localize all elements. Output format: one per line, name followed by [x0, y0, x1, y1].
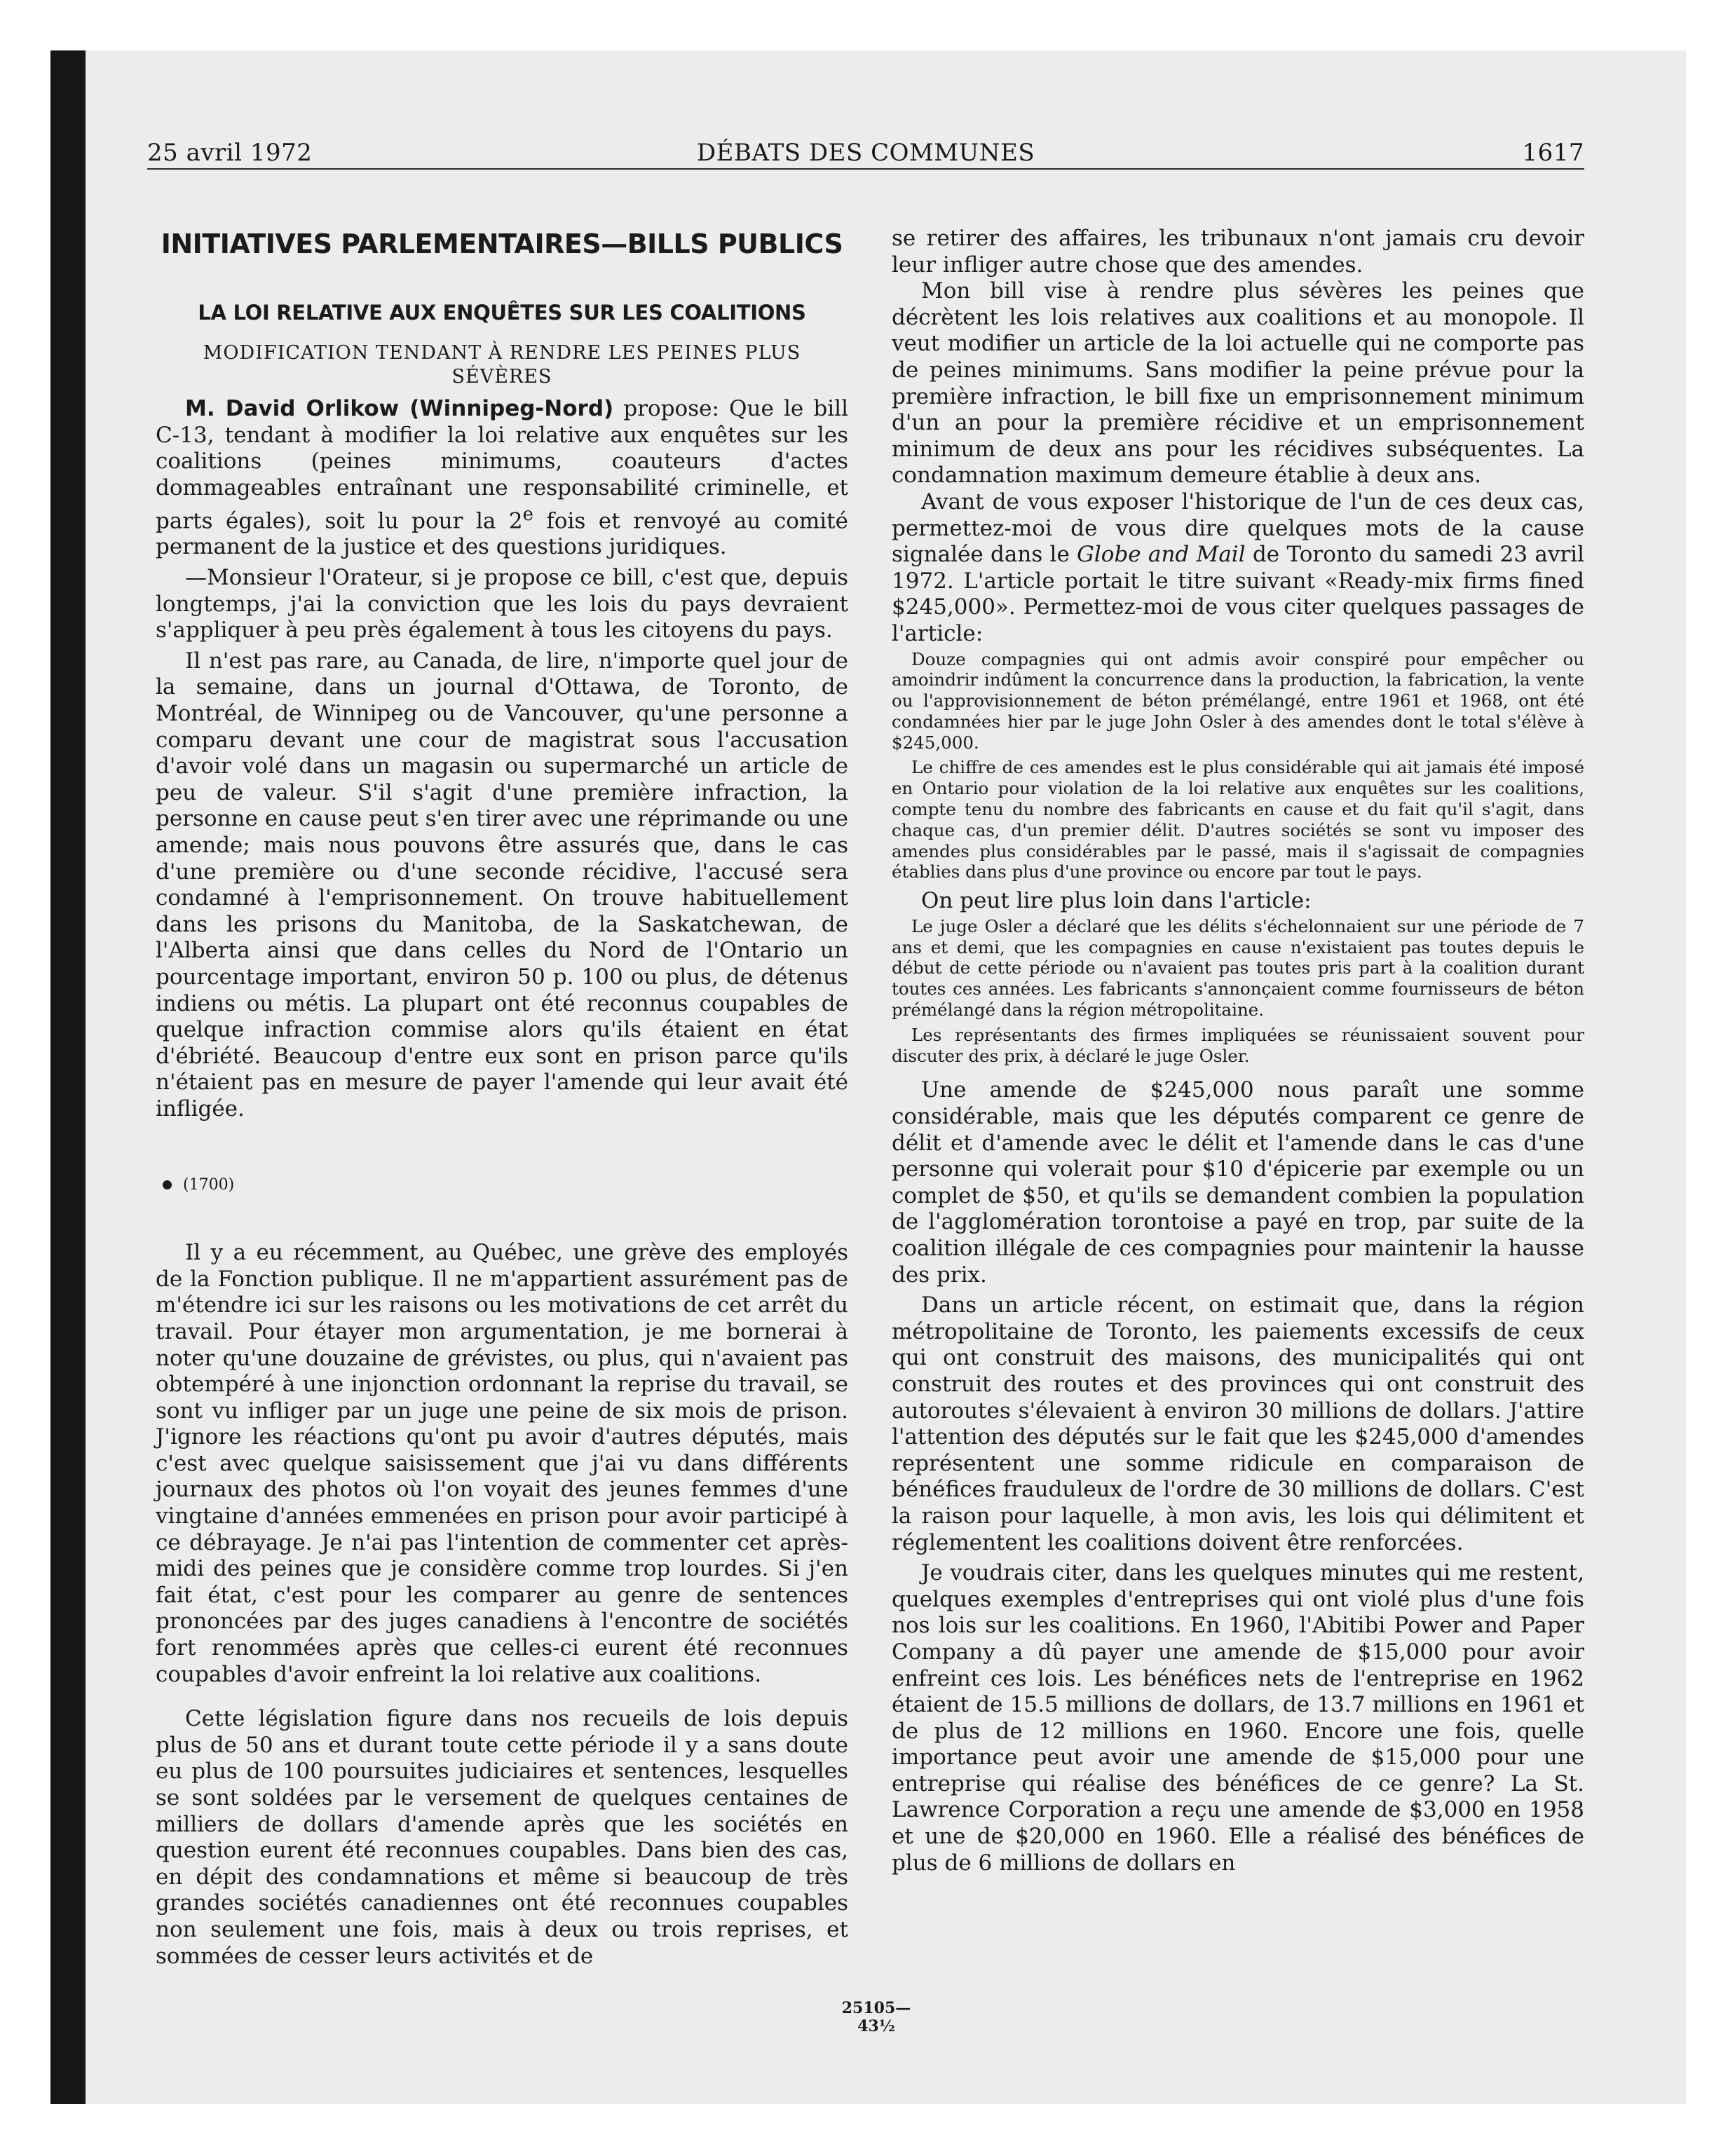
paragraph	[892, 489, 1584, 648]
left-column	[156, 228, 849, 1970]
timestamp	[163, 1172, 848, 1199]
motion-text-end: fois et renvoyé au comité permanent de la justice et des questions juridiques.	[156, 507, 848, 560]
block-quote	[892, 916, 1584, 1067]
scan-edge-right	[1679, 50, 1686, 2104]
timestamp-text: (1700)	[183, 1175, 235, 1194]
subheading: LA LOI RELATIVE AUX ENQUÊTES SUR LES COALITIONS	[198, 300, 806, 325]
paragraph: Cette législation figure dans nos recueils de lois depuis plus de 50 ans et durant toute cette période il y a sans doute eu plus de 100 poursuites judiciaires et sentences, lesquelles se sont soldées par le versement de quelques centaines de milliers de dollars d'amende après que les sociétés en question eurent été reconnues coupables. Dans bien des cas, en dépit des condamnations et même si beaucoup de très grandes sociétés canadiennes ont été reconnues coupables non seulement une fois, mais à deux ou trois reprises, et sommées de cesser leurs activités et de	[156, 1706, 848, 1969]
speaker-name: M. David Orlikow (Winnipeg-Nord)	[185, 396, 614, 422]
paragraph: Il y a eu récemment, au Québec, une grève des employés de la Fonction publique. Il ne m'appartient assurément pas de m'étendre ici sur les raisons ou les motivations de cet arrêt du travail. Pour étayer mon argumentation, je me bornerai à noter qu'une douzaine de grévistes, ou plus, qui n'avaient pas obtempéré à une injonction ordonnant la reprise du travail, se sont vu infliger par un juge une peine de six mois de prison. J'ignore les réactions qu'ont pu avoir d'autres députés, mais c'est avec quelque saisissement que j'ai vu dans différents journaux des photos où l'on voyait des jeunes femmes d'une vingtaine d'années emmenées en prison pour avoir participé à ce débrayage. Je n'ai pas l'intention de commenter cet après-midi des peines que je considère comme trop lourdes. Si j'en fait état, c'est pour les comparer au genre de sentences prononcées par des juges canadiens à l'encontre de sociétés fort renommées après que celles-ci eurent été reconnues coupables d'avoir enfreint la loi relative aux coalitions.	[156, 1240, 848, 1687]
paragraph-text: Avant de vous exposer l'historique de l'un de ces deux cas, permettez-moi de vous dire quelques mots de la cause signalée dans le	[892, 489, 1584, 568]
bullet-icon	[163, 1180, 172, 1189]
paragraph: Dans un article récent, on estimait que, dans la région métropolitaine de Toronto, les paiements excessifs de ceux qui ont construit des maisons, des municipalités qui ont construit des routes et des provinces qui ont construit des autoroutes s'élevaient à environ 30 millions de dollars. J'attire l'attention des députés sur le fait que les $245,000 d'amendes représentent une somme ridicule en comparaison de bénéfices frauduleux de l'ordre de 30 millions de dollars. C'est la raison pour laquelle, à mon avis, les lois qui délimitent et réglementent les coalitions doivent être renforcées.	[892, 1292, 1584, 1555]
paragraph: Je voudrais citer, dans les quelques minutes qui me restent, quelques exemples d'entreprises qui ont violé plus d'une fois nos lois sur les coalitions. En 1960, l'Abitibi Power and Paper Company a dû payer une amende de $15,000 pour avoir enfreint ces lois. Les bénéfices nets de l'entreprise en 1962 étaient de 15.5 millions de dollars, de 13.7 millions en 1961 et de plus de 12 millions en 1960. Encore une fois, quelle importance peut avoir une amende de $15,000 pour une entreprise qui réalise des bénéfices de ce genre? La St. Lawrence Corporation a reçu une amende de $3,000 en 1958 et une de $20,000 en 1960. Elle a réalisé des bénéfices de plus de 6 millions de dollars en	[892, 1560, 1584, 1876]
quote-paragraph: Le chiffre de ces amendes est le plus considérable qui ait jamais été imposé en Ontario pour violation de la loi relative aux enquêtes sur les coalitions, compte tenu du nombre des fabricants en cause et du fait qu'il s'agit, dans chaque cas, d'un premier délit. D'autres sociétés se sont vu imposer des amendes plus considérables par le passé, mais il s'agissait de compagnies établies dans plus d'une province ou encore par tout le pays.	[892, 757, 1584, 882]
quote-paragraph: Les représentants des firmes impliquées se réunissaient souvent pour discuter des prix, à déclaré le juge Osler.	[892, 1024, 1584, 1066]
footer-code: 25105—43½	[841, 1999, 911, 2035]
motion-text: propose: Que le bill C-13, tendant à modifier la loi relative aux enquêtes sur les coalitions (peines minimums, coauteurs d'actes dommageables entraînant une responsabilité criminelle, et parts égales), soit lu pour la 2	[156, 396, 849, 533]
header-date: 25 avril 1972	[147, 139, 313, 167]
paragraph-text-end: de Toronto du samedi 23 avril 1972. L'article portait le titre suivant «Ready-mix firms fined $245,000». Permettez-moi de vous citer quelques passages de l'article:	[892, 542, 1584, 646]
quote-paragraph: Douze compagnies qui ont admis avoir conspiré pour empêcher ou amoindrir indûment la concurrence dans la production, la fabrication, la vente ou l'approvisionnement de béton prémélangé, entre 1961 et 1968, ont été condamnées hier par le juge John Osler à des amendes dont le total s'élève à $245,000.	[892, 648, 1584, 753]
block-quote	[892, 649, 1584, 883]
section-heading: INITIATIVES PARLEMENTAIRES—BILLS PUBLICS	[161, 228, 843, 259]
minor-heading: MODIFICATION TENDANT À RENDRE LES PEINES PLUS SÉVÈRES	[203, 342, 801, 388]
paragraph: Il n'est pas rare, au Canada, de lire, n'importe quel jour de la semaine, dans un journal d'Ottawa, de Toronto, de Montréal, de Winnipeg ou de Vancouver, qu'une personne a comparu devant une cour de magistrat sous l'accusation d'avoir volé dans un magasin ou supermarché un article de peu de valeur. S'il s'agit d'une première infraction, la personne en cause peut s'en tirer avec une réprimande ou une amende; mais nous pouvons être assurés que, dans le cas d'une première ou d'une seconde récidive, l'accusé sera condamné à l'emprisonnement. On trouve habituellement dans les prisons du Manitoba, de la Saskatchewan, de l'Alberta ainsi que dans celles du Nord de l'Ontario un pourcentage important, environ 50 p. 100 ou plus, de détenus indiens ou métis. La plupart ont été reconnus coupables de quelque infraction commise alors qu'ils étaient en état d'ébriété. Beaucoup d'entre eux sont en prison parce qu'ils n'étaient pas en mesure de payer l'amende qui leur avait été infligée.	[156, 648, 848, 1121]
right-column	[892, 226, 1584, 1876]
paragraph: On peut lire plus loin dans l'article:	[921, 888, 1312, 914]
newspaper-title: Globe and Mail	[1077, 542, 1246, 568]
paragraph: Une amende de $245,000 nous paraît une somme considérable, mais que les députés comparent ce genre de délit et d'amende avec le délit et l'amende dans le cas d'une personne qui volerait pour $10 d'épicerie par exemple ou un complet de $50, et qu'ils se demandent combien la population de l'agglomération torontoise a payé en trop, par suite de la coalition illégale de ces compagnies pour maintenir la hausse des prix.	[892, 1077, 1584, 1288]
header-page-number: 1617	[1522, 139, 1584, 167]
paragraph: Mon bill vise à rendre plus sévères les peines que décrètent les lois relatives aux coalitions et au monopole. Il veut modifier un article de la loi actuelle qui ne comporte pas de peines minimums. Sans modifier la peine prévue pour la première infraction, le bill fixe un emprisonnement minimum d'un an pour la première récidive et un emprisonnement minimum de deux ans pour les récidives subséquentes. La condamnation maximum demeure établie à deux ans.	[892, 278, 1584, 489]
paragraph: —Monsieur l'Orateur, si je propose ce bill, c'est que, depuis longtemps, j'ai la conviction que les lois du pays devraient s'appliquer à peu près également à tous les citoyens du pays.	[156, 565, 848, 643]
motion-paragraph	[156, 396, 848, 561]
running-head	[147, 139, 1584, 170]
paragraph: se retirer des affaires, les tribunaux n'ont jamais cru devoir leur infliger autre chose que des amendes.	[892, 226, 1584, 278]
quote-paragraph: Le juge Osler a déclaré que les délits s'échelonnaient sur une période de 7 ans et demi, que les compagnies en cause n'existaient pas toutes depuis le début de cette période ou n'avaient pas toutes pris part à la coalition durant toutes ces années. Les fabricants s'annonçaient comme fournisseurs de béton prémélangé dans la région métropolitaine.	[892, 915, 1584, 1021]
motion-superscript: e	[522, 503, 533, 525]
scan-edge-shadow	[50, 50, 86, 2104]
header-title: DÉBATS DES COMMUNES	[696, 139, 1035, 167]
